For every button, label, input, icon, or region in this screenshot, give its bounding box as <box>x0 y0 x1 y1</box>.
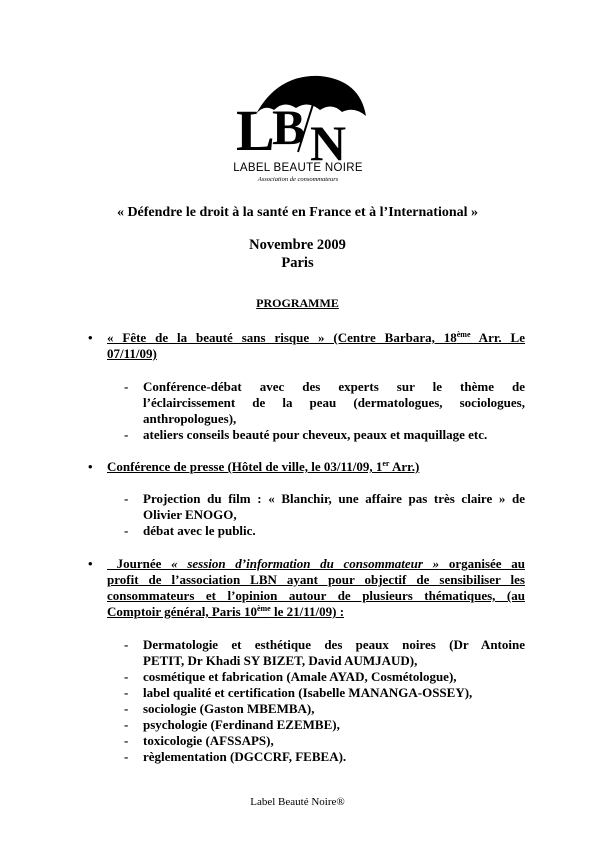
list-item: toxicologie (AFSSAPS), <box>143 733 274 748</box>
event-city: Paris <box>281 255 314 271</box>
dash-icon: - <box>124 669 129 684</box>
list-item: règlementation (DGCCRF, FEBEA). <box>143 749 347 764</box>
dash-icon: - <box>124 701 129 716</box>
list-item: débat avec le public. <box>143 523 256 538</box>
bullet-icon: • <box>88 330 93 345</box>
dash-icon: - <box>124 523 129 538</box>
dash-icon: - <box>124 733 129 748</box>
list-item: Dermatologie et esthétique des peaux noires (Dr Antoine PETIT, Dr Khadi SY BIZET, David AUMJAUD), <box>143 637 525 668</box>
list-item: cosmétique et fabrication (Amale AYAD, Cosmétologue), <box>143 669 457 684</box>
svg-text:L: L <box>236 98 275 163</box>
dash-icon: - <box>124 491 129 506</box>
dash-icon: - <box>124 379 129 394</box>
svg-text:N: N <box>310 115 347 171</box>
logo-name: LABEL BEAUTE NOIRE <box>233 162 363 174</box>
list-item: sociologie (Gaston MBEMBA), <box>143 701 315 716</box>
list-item: psychologie (Ferdinand EZEMBE), <box>143 717 340 732</box>
svg-text:B: B <box>272 99 306 155</box>
slogan: « Défendre le droit à la santé en France et à l’International » <box>116 205 479 220</box>
dash-icon: - <box>124 717 129 732</box>
logo-subtitle: Association de consommateurs <box>257 176 339 183</box>
list-item: ateliers conseils beauté pour cheveux, peaux et maquillage etc. <box>143 427 488 442</box>
footer: Label Beauté Noire® <box>250 796 345 808</box>
list-item: Projection du film : « Blanchir, une affaire pas très claire » de Olivier ENOGO, <box>143 491 525 522</box>
dash-icon: - <box>124 749 129 764</box>
section-heading: Conférence de presse (Hôtel de ville, le 03/11/09, 1er Arr.) <box>107 459 420 474</box>
bullet-icon: • <box>88 556 93 571</box>
programme-title: PROGRAMME <box>256 296 339 310</box>
list-item: Conférence-débat avec des experts sur le thème de l’éclaircissement de la peau (dermatologues, sociologues, anthropologues), <box>143 379 525 426</box>
dash-icon: - <box>124 685 129 700</box>
list-item: label qualité et certification (Isabelle MANANGA-OSSEY), <box>143 685 473 700</box>
section-heading: « Fête de la beauté sans risque » (Centre Barbara, 18ème Arr. Le 07/11/09) <box>107 330 525 361</box>
dash-icon: - <box>124 637 129 652</box>
section-heading: Journée « session d’information du consommateur » organisée au profit de l’association LBN ayant pour objectif de sensibiliser les consommateurs et l’opinion autour de plusieurs thématiques, (au Comptoir général, Paris 10ème le 21/11/09) : <box>107 556 525 619</box>
event-date: Novembre 2009 <box>249 237 346 253</box>
dash-icon: - <box>124 427 129 442</box>
bullet-icon: • <box>88 459 93 474</box>
